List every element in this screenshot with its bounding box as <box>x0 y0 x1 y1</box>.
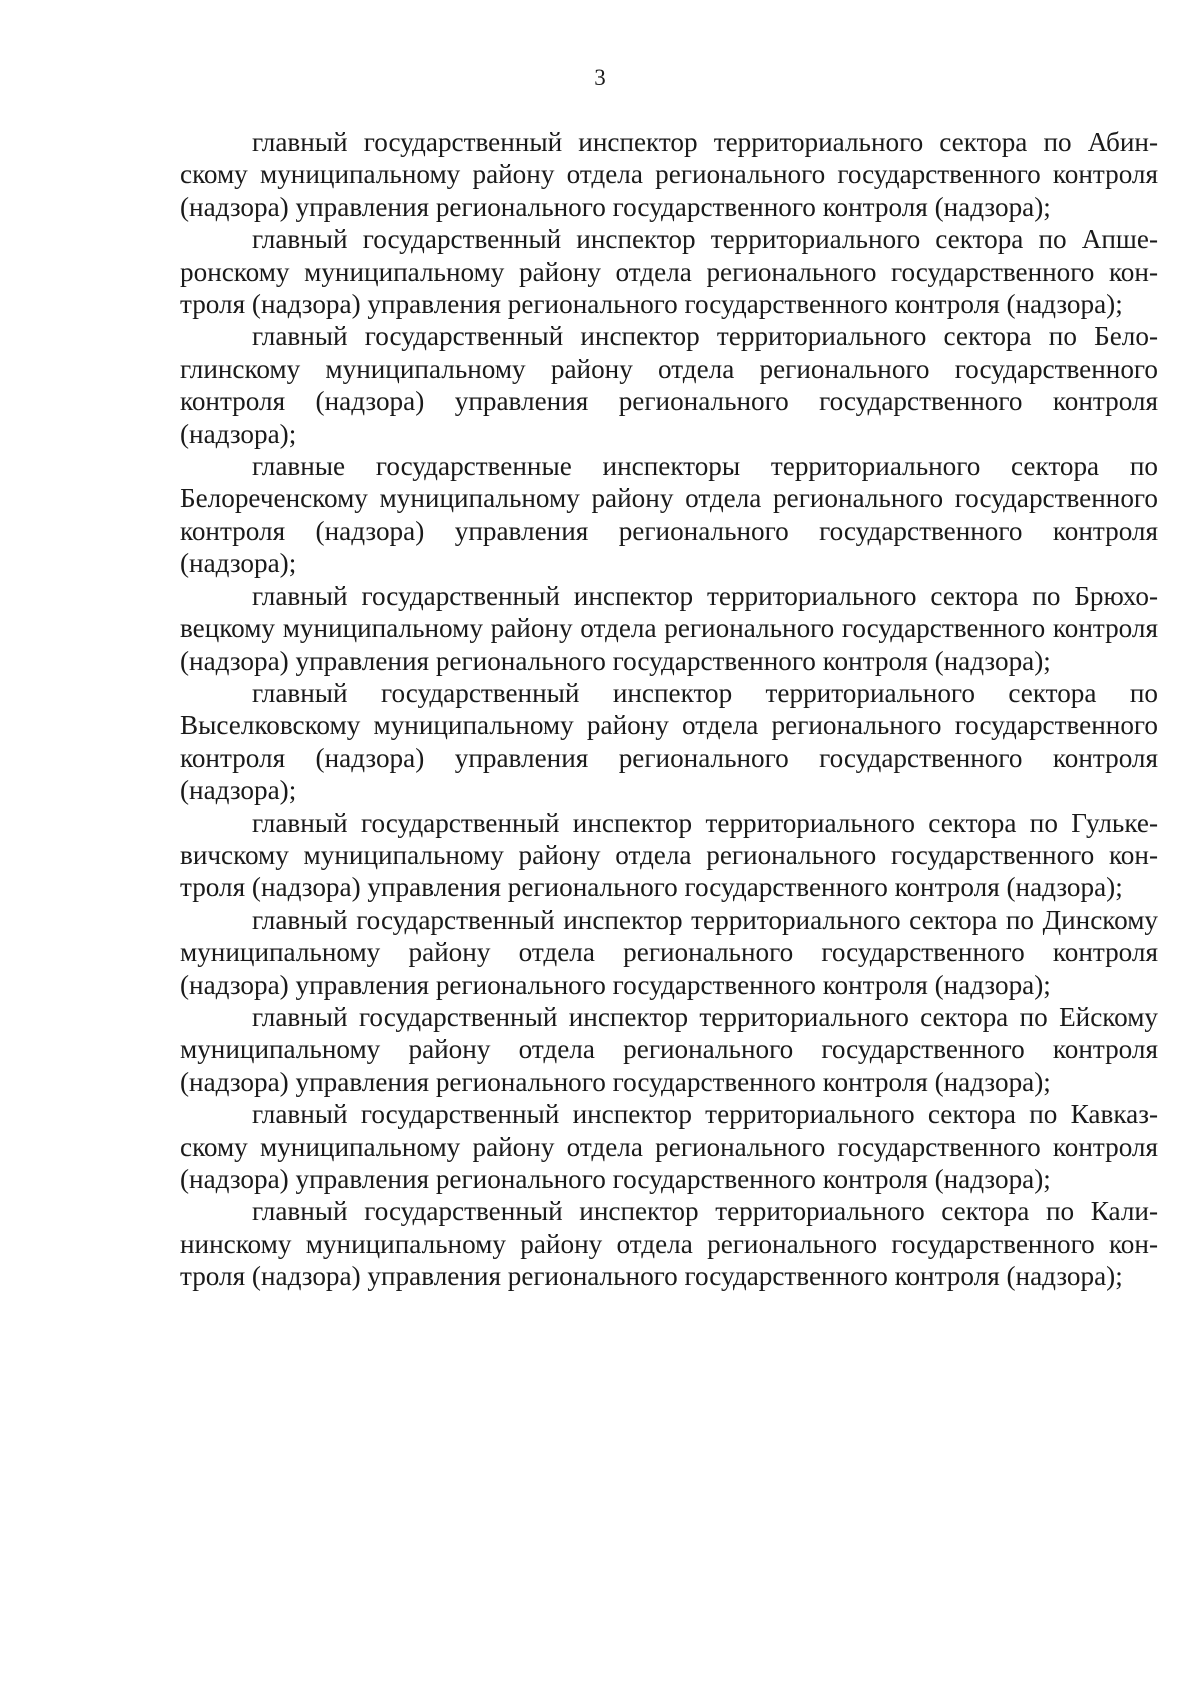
list-item: главный государственный инспектор территориального сектора по Выселковскому муниципальному району отдела регионального государственного контроля (надзора) управления регионального государственного контроля (надзора); <box>180 677 1158 806</box>
list-item: главный государственный инспектор территориального сектора по Ейскому муниципальному району отдела регионального государственного контроля (надзора) управления регионального государственного контроля (надзора); <box>180 1001 1158 1097</box>
list-item: главный государственный инспектор территориального сектора по Абинскому муниципальному району отдела регионального государственного контроля (надзора) управления регионального государственного контроля (надзора); <box>180 127 1158 222</box>
list-item: главный государственный инспектор территориального сектора по Калининскому муниципальному району отдела регионального государственного контроля (надзора) управления регионального государственного контроля (надзора); <box>180 1196 1158 1292</box>
list-item: главный государственный инспектор территориального сектора по Гулькевичскому муниципальному району отдела регионального государственного контроля (надзора) управления регионального государственного контроля (надзора); <box>180 807 1158 903</box>
list-item: главный государственный инспектор территориального сектора по Кавказскому муниципальному району отдела регионального государственного контроля (надзора) управления регионального государственного контроля (надзора); <box>180 1099 1158 1194</box>
page-number: 3 <box>594 65 606 90</box>
list-item: главный государственный инспектор территориального сектора по Белоглинскому муниципальному району отдела регионального государственного контроля (надзора) управления регионального государственного контроля (надзора); <box>180 321 1158 449</box>
list-item: главные государственные инспекторы территориального сектора по Белореченскому муниципальному району отдела регионального государственного контроля (надзора) управления регионального государственного контроля (надзора); <box>180 451 1158 579</box>
list-item: главный государственный инспектор территориального сектора по Брюховецкому муниципальному району отдела регионального государственного контроля (надзора) управления регионального государственного контроля (надзора); <box>180 580 1158 676</box>
list-item: главный государственный инспектор территориального сектора по Динскому муниципальному району отдела регионального государственного контроля (надзора) управления регионального государственного контроля (надзора); <box>180 904 1158 1000</box>
list-item: главный государственный инспектор территориального сектора по Апшеронскому муниципальному району отдела регионального государственного контроля (надзора) управления регионального государственного контроля (надзора); <box>180 224 1158 320</box>
document-body <box>180 126 1158 1293</box>
